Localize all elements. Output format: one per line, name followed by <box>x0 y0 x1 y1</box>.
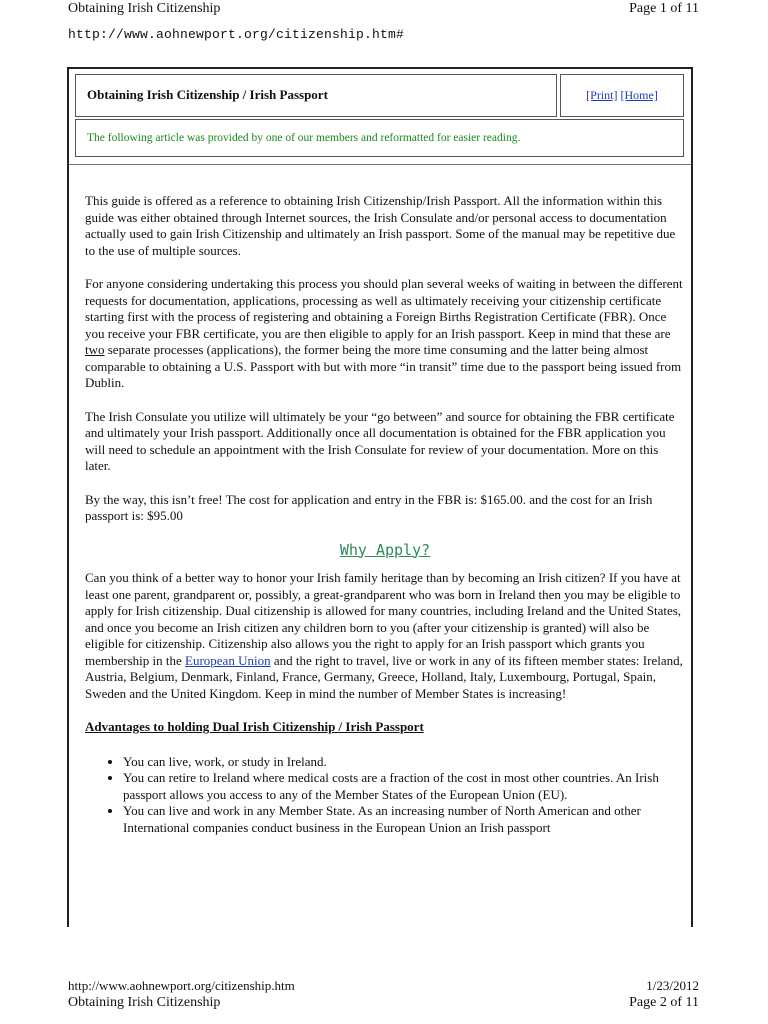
list-item: • You can live, work, or study in Ireland. <box>123 754 685 771</box>
title-box <box>75 74 557 117</box>
print-footer-page: Page 2 of 11 <box>629 995 699 1010</box>
emphasis-two: two <box>85 342 105 357</box>
document-title: Obtaining Irish Citizenship / Irish Passport <box>87 87 328 102</box>
print-footer-date: 1/23/2012 <box>646 978 699 993</box>
note-box <box>75 119 684 157</box>
separator <box>69 164 691 165</box>
article-body <box>85 193 685 836</box>
advantages-list <box>85 754 685 837</box>
print-header-title: Obtaining Irish Citizenship <box>68 1 221 16</box>
print-header-page: Page 1 of 11 <box>629 1 699 16</box>
paragraph-cost: By the way, this isn’t free! The cost for application and entry in the FBR is: $165.00. and the cost for an Irish passport is: $95.00 <box>85 491 653 523</box>
paragraph-intro: This guide is offered as a reference to obtaining Irish Citizenship/Irish Passport. All the information within this guide was either obtained through Internet sources, the Irish Consulate and/or personal access to documentation actually used to gain Irish Citizenship and ultimately an Irish passport. Some of the manual may be repetitive due to the use of multiple sources. <box>85 193 676 258</box>
list-item: • You can live and work in any Member State. As an increasing number of North American and other International companies conduct business in the European Union an Irish passport <box>123 803 685 836</box>
paragraph-why-apply: Can you think of a better way to honor your Irish family heritage than by becoming an Irish citizen? If you have at least one parent, grandparent or, possibly, a great-grandparent who was born in Ireland then you may be eligible to apply for Irish citizenship. Dual citizenship is allowed for many countries, including Ireland and the United States, and once you become an Irish citizen any children born to you (after your citizenship is granted) will also be eligible for citizenship. Citizenship also allows you the right to apply for an Irish passport which grants you membership in the European Union and the right to travel, live or work in any of its fifteen member states: Ireland, Austria, Belgium, Denmark, Finland, France, Germany, Greece, Holland, Italy, Luxembourg, Portugal, Spain, Sweden and the United Kingdom. Keep in mind the number of Member States is increasing! <box>85 570 683 701</box>
print-footer-url: http://www.aohnewport.org/citizenship.htm <box>68 978 295 993</box>
why-apply-heading: Why Apply? <box>339 540 431 559</box>
home-link[interactable]: [Home] <box>620 88 658 102</box>
nav-links-box <box>560 74 684 117</box>
european-union-link[interactable]: European Union <box>185 652 271 668</box>
list-item: • You can retire to Ireland where medical costs are a fraction of the cost in most other countries. An Irish passport allows you access to any of the Member States of the European Union (EU). <box>123 770 685 803</box>
print-link[interactable]: [Print] <box>586 88 618 102</box>
advantages-heading: Advantages to holding Dual Irish Citizenship / Irish Passport <box>85 719 424 734</box>
print-footer-title: Obtaining Irish Citizenship <box>68 995 221 1010</box>
paragraph-process: For anyone considering undertaking this process you should plan several weeks of waiting in between the different requests for documentation, applications, processing as well as ultimately receiving your citizenship certificate starting first with the process of registering and obtaining a Foreign Births Registration Certificate (FBR). Once you receive your FBR certificate, you are then eligible to apply for an Irish passport. Keep in mind that these are two separate processes (applications), the former being the more time consuming and the latter being almost comparable to obtaining a U.S. Passport with but with more “in transit” time due to the passport being issued from Dublin. <box>85 276 683 390</box>
article-note: The following article was provided by one of our members and reformatted for easier reading. <box>87 132 521 144</box>
paragraph-consulate: The Irish Consulate you utilize will ultimately be your “go between” and source for obtaining the FBR certificate and ultimately your Irish passport. Additionally once all documentation is obtained for the FBR application you will need to schedule an appointment with the Irish Consulate for review of your documentation. More on this later. <box>85 408 675 473</box>
print-header-url: http://www.aohnewport.org/citizenship.htm# <box>68 27 405 42</box>
